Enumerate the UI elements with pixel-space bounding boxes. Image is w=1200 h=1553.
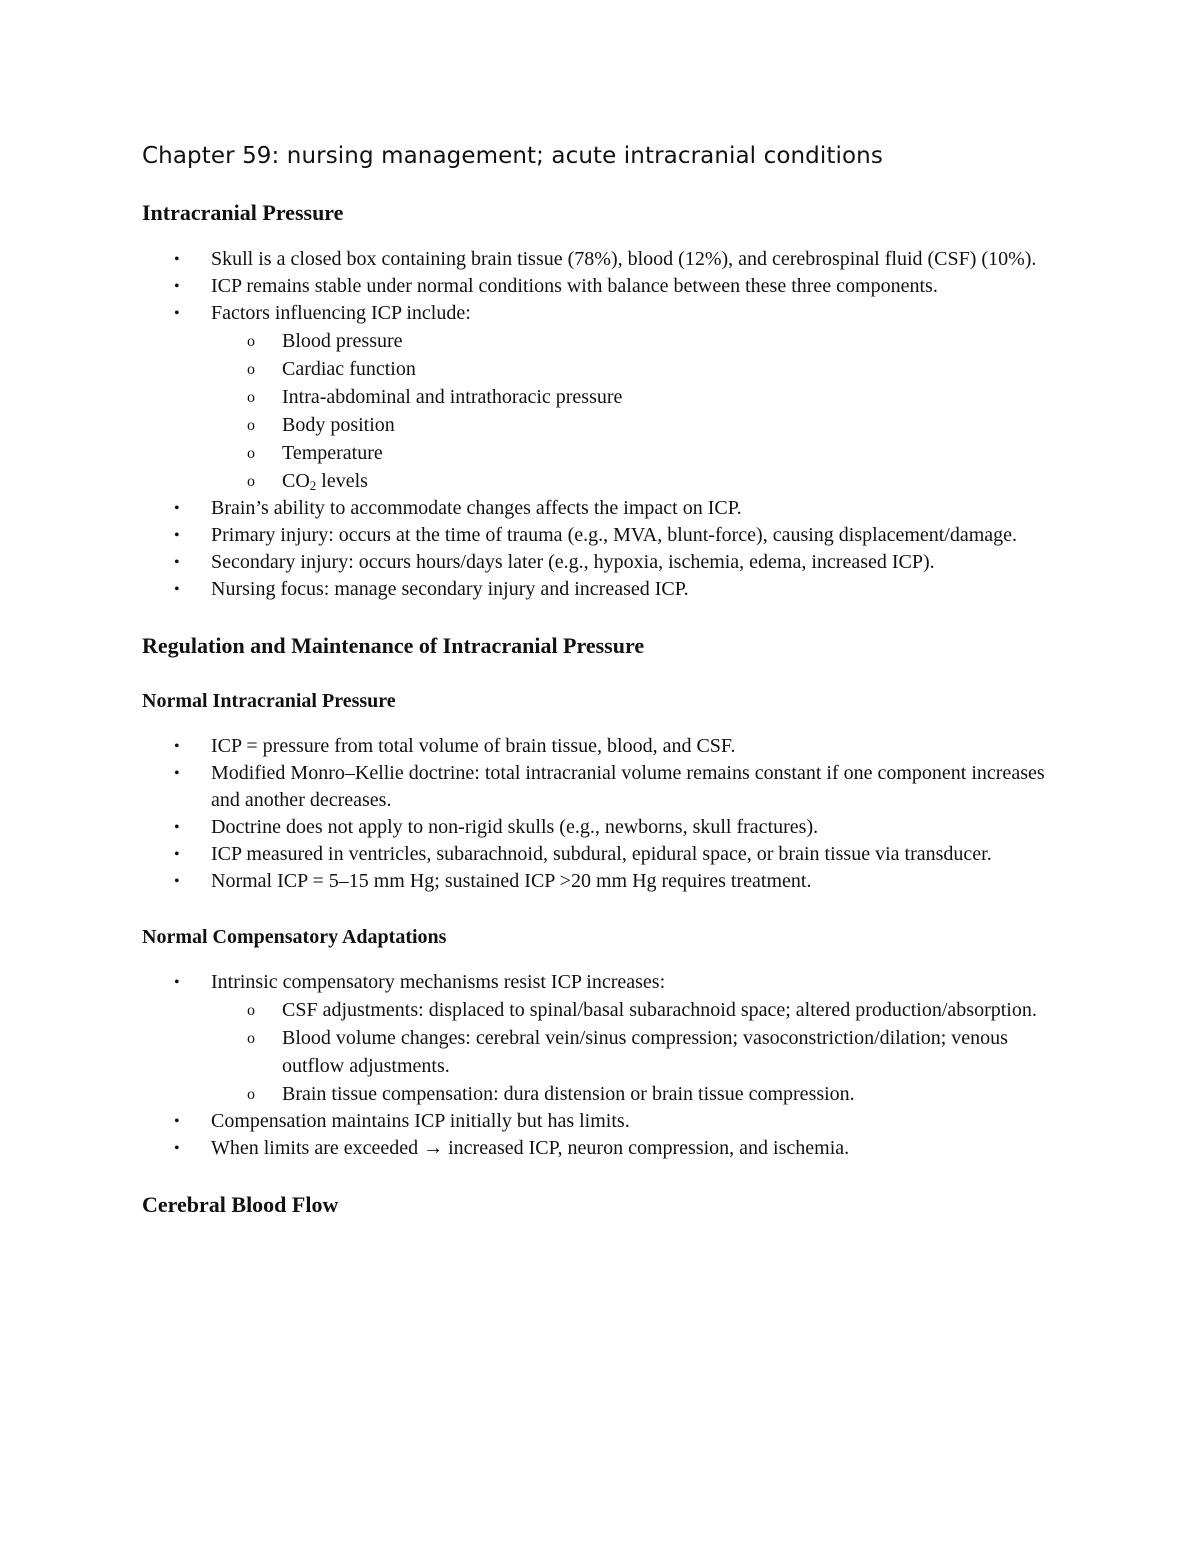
- bullet-icon: •: [174, 765, 180, 782]
- circle-bullet-icon: o: [247, 1030, 255, 1047]
- bullet-icon: •: [174, 1140, 180, 1157]
- sub-list-item: o Cardiac function: [211, 355, 1062, 383]
- sub-list-item: o $CO_2$ levels: [211, 467, 1062, 495]
- subsection-heading-normal-icp: Normal Intracranial Pressure: [142, 690, 396, 712]
- bullet-icon: •: [174, 581, 180, 598]
- section-heading-cerebral-blood-flow: Cerebral Blood Flow: [142, 1192, 339, 1217]
- circle-bullet-icon: o: [247, 1002, 255, 1019]
- chapter-title: Chapter 59: nursing management; acute intracranial conditions: [142, 143, 883, 169]
- bullet-icon: •: [174, 527, 180, 544]
- icp-factors-list: [211, 327, 1062, 495]
- bullet-icon: •: [174, 974, 180, 991]
- circle-bullet-icon: o: [247, 333, 255, 350]
- bullet-icon: •: [174, 873, 180, 890]
- compensatory-sub-list: [211, 996, 1062, 1108]
- list-item: • Primary injury: occurs at the time of trauma (e.g., MVA, blunt-force), causing displacement/damage.: [142, 522, 1062, 549]
- list-item: • Skull is a closed box containing brain tissue (78%), blood (12%), and cerebrospinal fluid (CSF) (10%).: [142, 246, 1062, 273]
- section-heading-regulation: Regulation and Maintenance of Intracranial Pressure: [142, 633, 645, 658]
- list-item: • Normal ICP = 5–15 mm Hg; sustained ICP >20 mm Hg requires treatment.: [142, 868, 1062, 895]
- sub-list-item: o Temperature: [211, 439, 1062, 467]
- bullet-icon: •: [174, 251, 180, 268]
- list-item: • Secondary injury: occurs hours/days later (e.g., hypoxia, ischemia, edema, increased ICP).: [142, 549, 1062, 576]
- circle-bullet-icon: o: [247, 389, 255, 406]
- sub-list-item: o Intra-abdominal and intrathoracic pressure: [211, 383, 1062, 411]
- icp-bullet-list: [142, 246, 1062, 603]
- compensatory-bullet-list: [142, 969, 1062, 1162]
- list-item: • Brain’s ability to accommodate changes affects the impact on ICP.: [142, 495, 1062, 522]
- bullet-icon: •: [174, 278, 180, 295]
- sub-list-item: o CSF adjustments: displaced to spinal/basal subarachnoid space; altered production/absorption.: [211, 996, 1062, 1024]
- list-item: • Nursing focus: manage secondary injury and increased ICP.: [142, 576, 1062, 603]
- list-item: • Intrinsic compensatory mechanisms resist ICP increases: o CSF adjustments: displaced to spinal/basal subarachnoid space; altered production/absorption. o Blood volume changes: cerebral vein/sinus compression; vasoconstriction/dilation; venous outflow adjustments. o Brain tissue compensation: dura distension or brain tissue compression.: [142, 969, 1062, 1108]
- circle-bullet-icon: o: [247, 417, 255, 434]
- list-item: • Compensation maintains ICP initially but has limits.: [142, 1108, 1062, 1135]
- sub-list-item: o Body position: [211, 411, 1062, 439]
- list-item: • Doctrine does not apply to non-rigid skulls (e.g., newborns, skull fractures).: [142, 814, 1062, 841]
- list-item: • Modified Monro–Kellie doctrine: total intracranial volume remains constant if one component increases and another decreases.: [174, 762, 1045, 811]
- bullet-icon: •: [174, 846, 180, 863]
- normal-icp-bullet-list: [142, 733, 1062, 895]
- list-item: • Factors influencing ICP include: o Blood pressure o Cardiac function o Intra-abdominal and intrathoracic pressure o Body position o Temperature o $CO_2$ levels: [142, 300, 1062, 495]
- circle-bullet-icon: o: [247, 361, 255, 378]
- list-item: • ICP measured in ventricles, subarachnoid, subdural, epidural space, or brain tissue via transducer.: [142, 841, 1062, 868]
- list-item: • ICP remains stable under normal conditions with balance between these three components.: [142, 273, 1062, 300]
- circle-bullet-icon: o: [247, 445, 255, 462]
- bullet-icon: •: [174, 554, 180, 571]
- bullet-icon: •: [174, 819, 180, 836]
- bullet-icon: •: [174, 500, 180, 517]
- circle-bullet-icon: o: [247, 1086, 255, 1103]
- document-content: [142, 138, 1062, 1220]
- circle-bullet-icon: o: [247, 473, 255, 490]
- list-item: • ICP = pressure from total volume of brain tissue, blood, and CSF.: [142, 733, 1062, 760]
- subsection-heading-compensatory: Normal Compensatory Adaptations: [142, 926, 447, 948]
- list-item: • When limits are exceeded → increased ICP, neuron compression, and ischemia.: [142, 1135, 1062, 1162]
- sub-list-item: o Brain tissue compensation: dura distension or brain tissue compression.: [211, 1080, 1062, 1108]
- sub-list-item: o Blood volume changes: cerebral vein/sinus compression; vasoconstriction/dilation; venous outflow adjustments.: [247, 1027, 1008, 1077]
- sub-list-item: o Blood pressure: [211, 327, 1062, 355]
- bullet-icon: •: [174, 305, 180, 322]
- bullet-icon: •: [174, 1113, 180, 1130]
- section-heading-icp: Intracranial Pressure: [142, 200, 344, 225]
- bullet-icon: •: [174, 738, 180, 755]
